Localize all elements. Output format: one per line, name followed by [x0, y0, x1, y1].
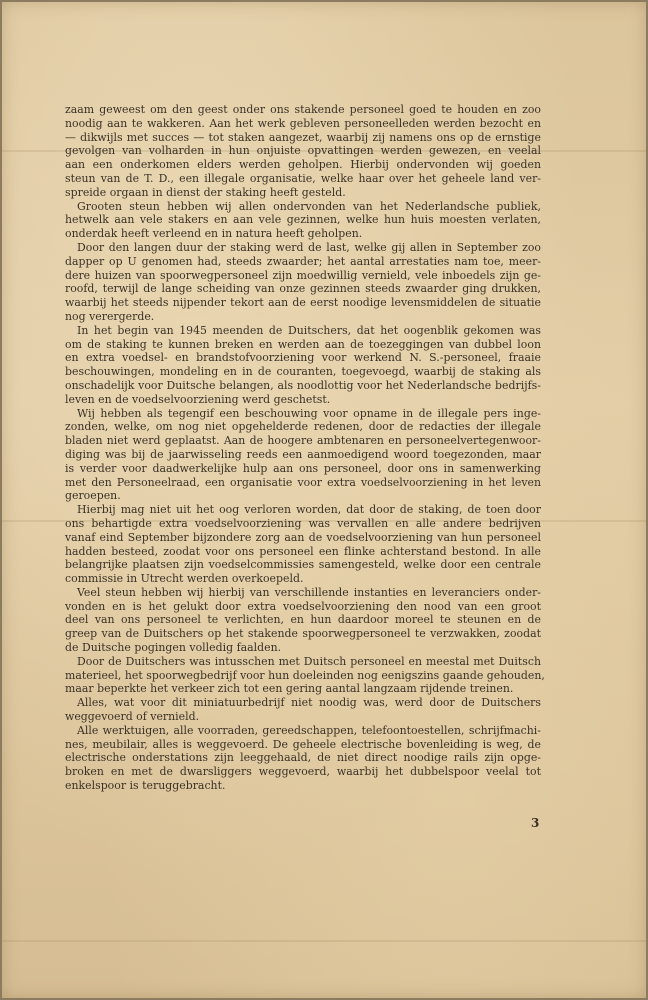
- text-line: aan een onderkomen elders werden geholpen. Hierbij ondervonden wij goeden: [65, 158, 541, 172]
- paragraph: [65, 200, 541, 241]
- text-line: electrische onderstations zijn leeggehaald, de niet direct noodige rails zijn opge-: [65, 751, 541, 765]
- text-line: steun van de T. D., een illegale organisatie, welke haar over het geheele land ver-: [65, 171, 541, 185]
- paper-crease: [0, 940, 648, 942]
- paragraph: [65, 324, 541, 407]
- text-line: weggevoerd of vernield.: [65, 710, 200, 724]
- text-line: ons behartigde extra voedselvoorziening was vervallen en alle andere bedrijven: [65, 516, 541, 530]
- text-line: zaam geweest om den geest onder ons stakende personeel goed te houden en zoo: [65, 103, 541, 116]
- paragraph: [65, 503, 541, 586]
- text-line: hetwelk aan vele stakers en aan vele gezinnen, welke hun huis moesten verlaten,: [65, 213, 541, 227]
- text-line: om de staking te kunnen breken en werden aan de toezeggingen van dubbel loon: [65, 337, 541, 351]
- paragraph: [65, 654, 545, 696]
- text-line: commissie in Utrecht werden overkoepeld.: [65, 572, 304, 586]
- text-line: maar beperkte het verkeer zich tot een gering aantal langzaam rijdende treinen.: [65, 682, 514, 696]
- paragraph: [65, 724, 541, 793]
- text-line: Door de Duitschers was intusschen met Duitsch personeel en meestal met Duitsch: [77, 654, 541, 668]
- paragraph: [65, 696, 541, 724]
- text-line: dere huizen van spoorwegpersoneel zijn moedwillig vernield, vele inboedels zijn ge-: [65, 268, 541, 282]
- text-line: met den Personeelraad, een organisatie voor extra voedselvoorziening in het leven: [65, 475, 541, 489]
- text-line: beschouwingen, mondeling en in de couranten, toegevoegd, waarbij de staking als: [65, 365, 541, 379]
- text-line: de Duitsche pogingen volledig faalden.: [65, 641, 282, 655]
- paragraph: [65, 586, 541, 655]
- paragraph: [65, 407, 541, 504]
- text-line: roofd, terwijl de lange scheiding van onze gezinnen steeds zwaarder ging drukken,: [65, 282, 541, 296]
- text-line: onschadelijk voor Duitsche belangen, als noodlottig voor het Nederlandsche bedrijfs-: [65, 378, 541, 392]
- text-line: leven en de voedselvoorziening werd geschetst.: [65, 392, 331, 406]
- text-line: vonden en is het gelukt door extra voedselvoorziening den nood van een groot: [65, 599, 541, 613]
- text-line: In het begin van 1945 meenden de Duitschers, dat het oogenblik gekomen was: [77, 323, 541, 337]
- text-line: dapper op U genomen had, steeds zwaarder; het aantal arrestaties nam toe, meer-: [65, 254, 541, 268]
- text-line: Veel steun hebben wij hierbij van verschillende instanties en leveranciers onder-: [77, 585, 541, 599]
- text-line: zonden, welke, om nog niet opgehelderde redenen, door de redacties der illegale: [65, 420, 541, 434]
- text-line: belangrijke plaatsen zijn voedselcommissies samengesteld, welke door een centrale: [65, 558, 541, 572]
- paragraph: [65, 241, 541, 324]
- text-line: gevolgen van volharden in hun onjuiste opvattingen werden gewezen, en veelal: [65, 144, 541, 158]
- text-line: deel van ons personeel te verlichten, en hun daardoor moreel te steunen en de: [65, 613, 541, 627]
- text-line: nog verergerde.: [65, 309, 155, 323]
- text-line: bladen niet werd geplaatst. Aan de hoogere ambtenaren en personeelvertegenwoor-: [65, 434, 541, 448]
- text-line: diging was bij de jaarwisseling reeds een aanmoedigend woord toegezonden, maar: [65, 447, 541, 461]
- text-line: materieel, het spoorwegbedrijf voor hun doeleinden nog eenigszins gaande gehouden,: [65, 668, 545, 682]
- text-line: Door den langen duur der staking werd de last, welke gij allen in September zoo: [77, 240, 541, 254]
- body-text: [65, 103, 545, 793]
- text-line: Wij hebben als tegengif een beschouwing voor opname in de illegale pers inge-: [77, 406, 541, 420]
- text-line: greep van de Duitschers op het stakende spoorwegpersoneel te verzwakken, zoodat: [65, 627, 541, 641]
- page-number: 3: [531, 816, 540, 830]
- text-line: Alles, wat voor dit miniatuurbedrijf niet noodig was, werd door de Duitschers: [77, 696, 541, 710]
- text-line: broken en met de dwarsliggers weggevoerd, waarbij het dubbelspoor veelal tot: [65, 765, 541, 779]
- text-line: Alle werktuigen, alle voorraden, gereedschappen, telefoontoestellen, schrijfmachi-: [77, 723, 541, 737]
- text-line: nes, meubilair, alles is weggevoerd. De geheele electrische bovenleiding is weg, de: [65, 737, 541, 751]
- text-line: noodig aan te wakkeren. Aan het werk gebleven personeelleden werden bezocht en: [65, 116, 541, 130]
- text-line: spreide orgaan in dienst der staking heeft gesteld.: [65, 185, 346, 199]
- text-line: waarbij het steeds nijpender tekort aan de eerst noodige levensmiddelen de situatie: [65, 296, 541, 310]
- paragraph: [65, 103, 541, 200]
- text-line: onderdak heeft verleend en in natura heeft geholpen.: [65, 227, 363, 241]
- text-line: hadden besteed, zoodat voor ons personeel een flinke achterstand bestond. In alle: [65, 544, 541, 558]
- text-line: Grooten steun hebben wij allen ondervonden van het Nederlandsche publiek,: [77, 199, 541, 213]
- text-line: is verder voor daadwerkelijke hulp aan ons personeel, door ons in samenwerking: [65, 461, 541, 475]
- text-line: — dikwijls met succes — tot staken aangezet, waarbij zij namens ons op de ernstige: [65, 130, 541, 144]
- text-line: vanaf eind September bijzondere zorg aan de voedselvoorziening van hun personeel: [65, 530, 541, 544]
- text-line: en extra voedsel- en brandstofvoorziening voor werkend N. S.-personeel, fraaie: [65, 351, 541, 365]
- text-line: geroepen.: [65, 489, 121, 503]
- text-line: enkelspoor is teruggebracht.: [65, 779, 226, 793]
- text-line: Hierbij mag niet uit het oog verloren worden, dat door de staking, de toen door: [77, 503, 541, 517]
